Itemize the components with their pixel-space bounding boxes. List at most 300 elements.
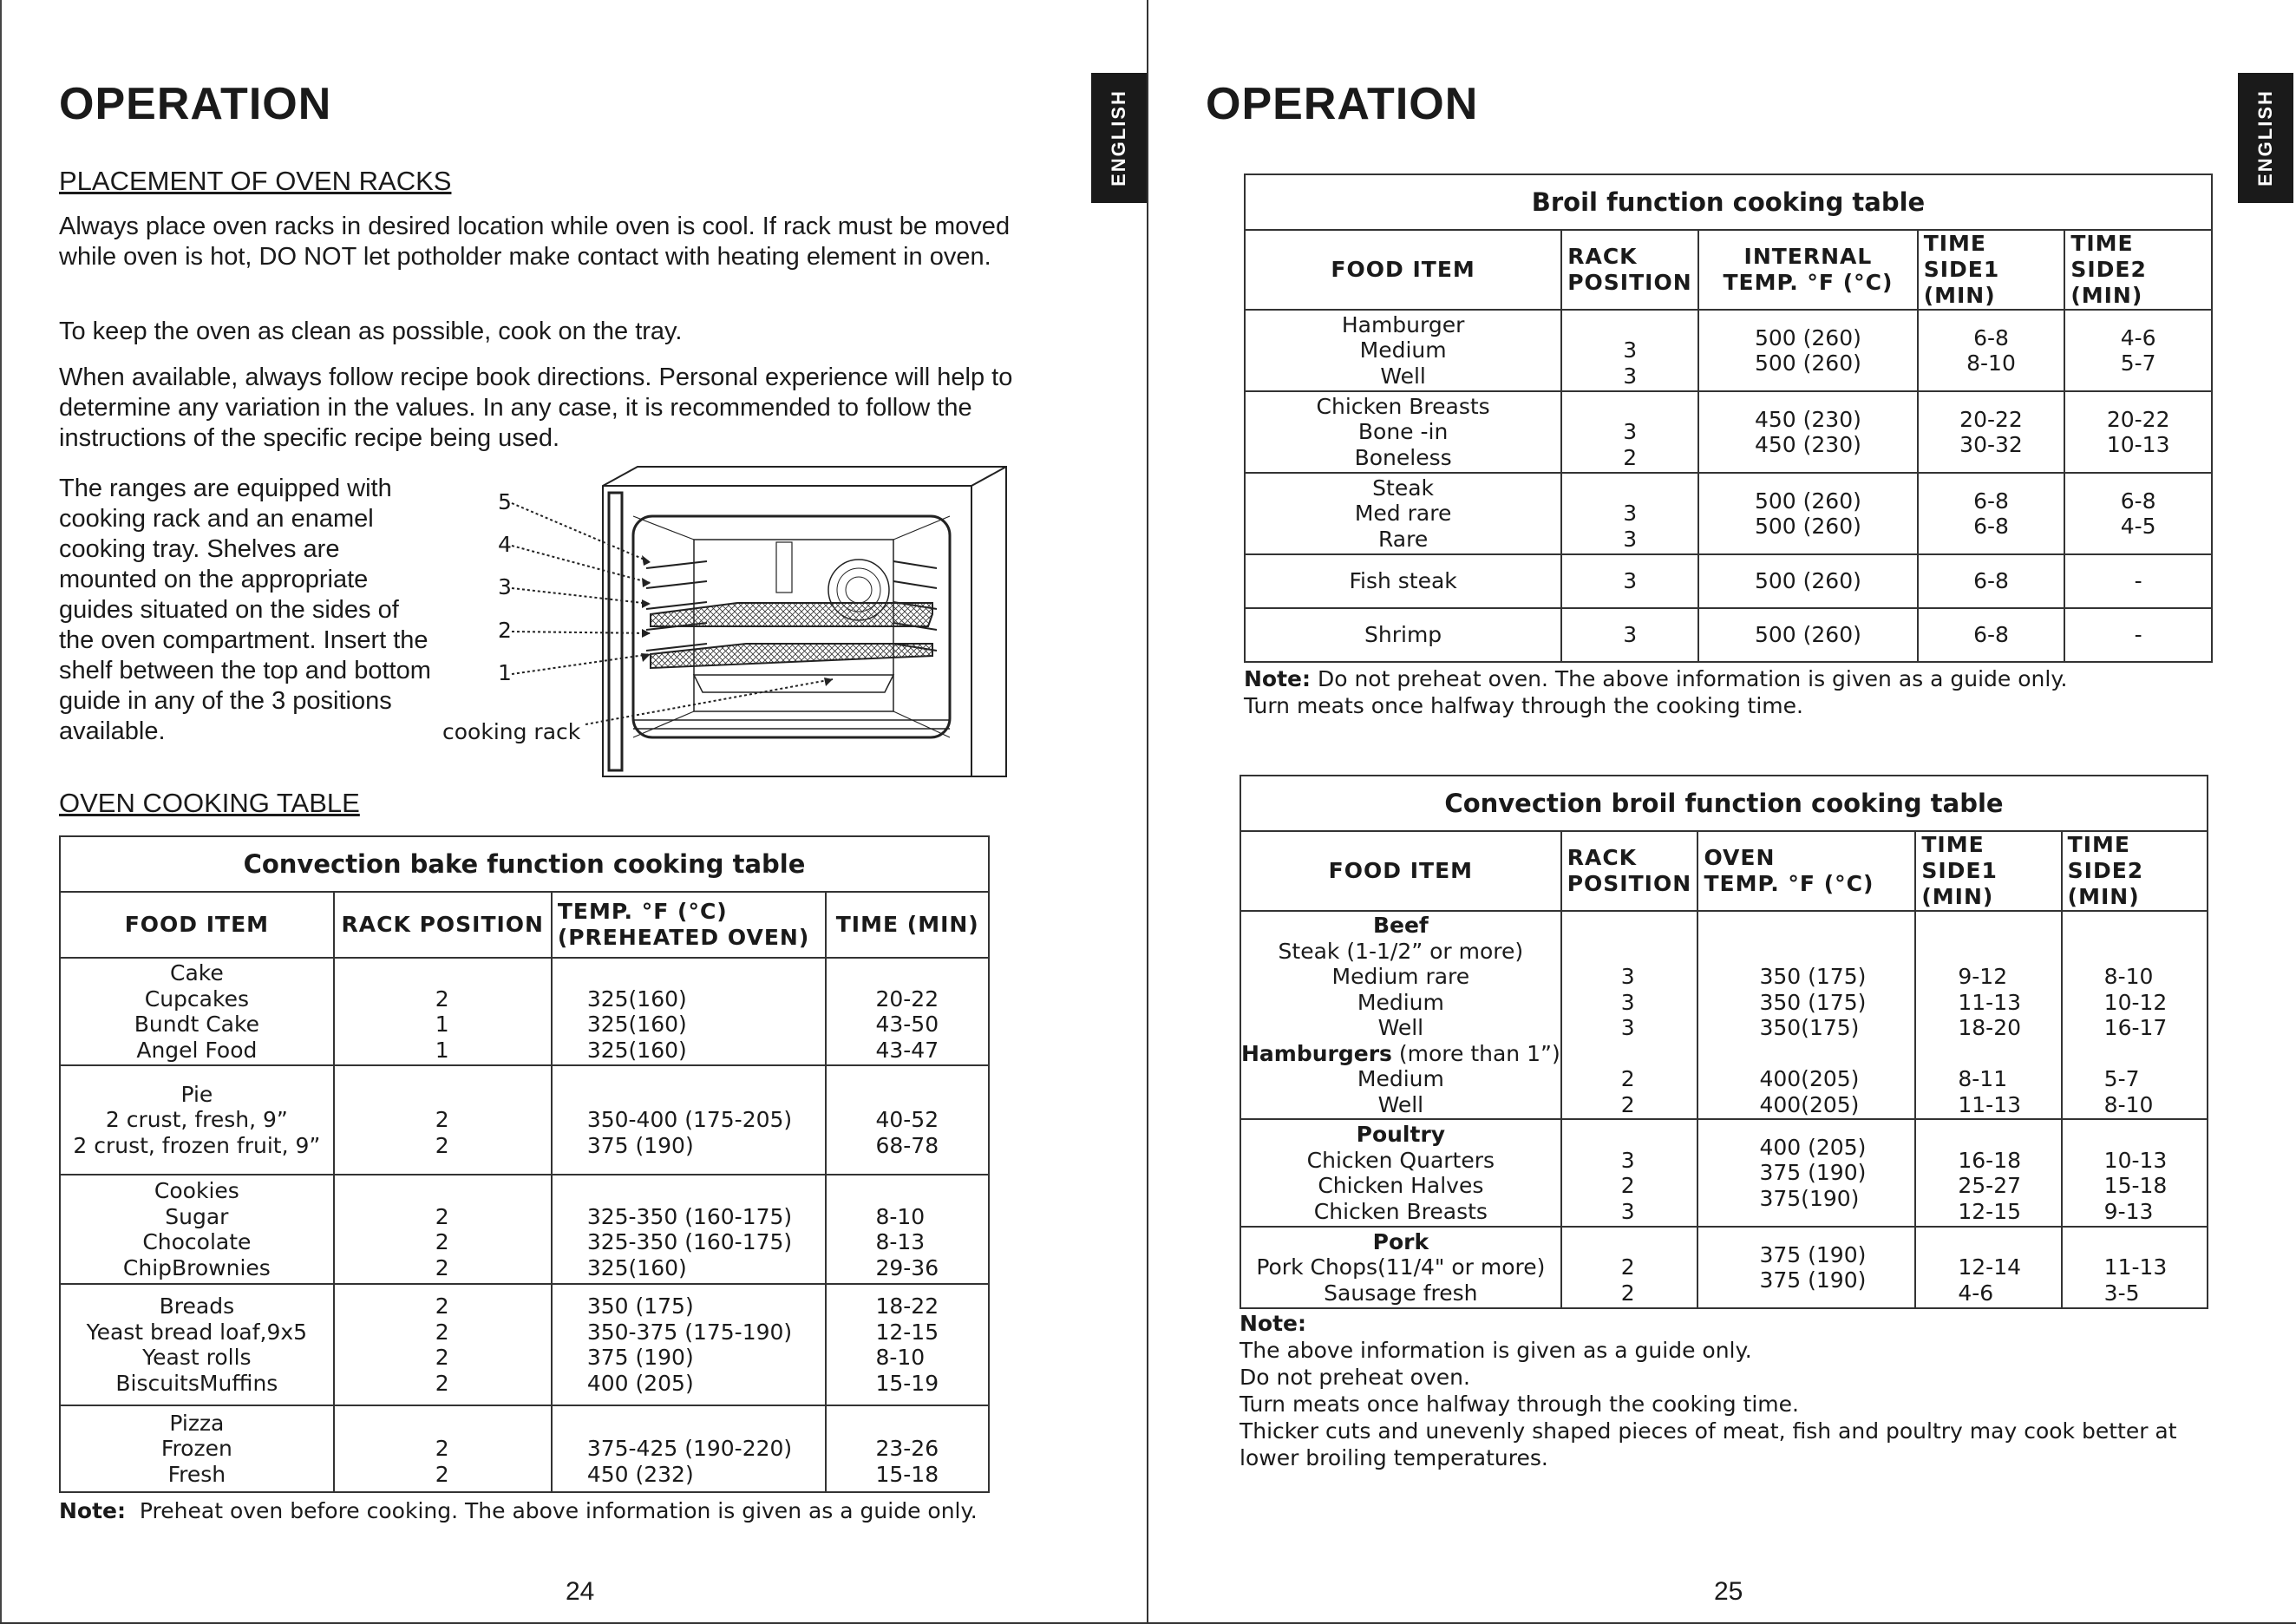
cell-line: 43-47 xyxy=(875,1037,939,1063)
cell-line: 29-36 xyxy=(875,1254,939,1280)
cell-line: Fish steak xyxy=(1349,568,1457,594)
cell-line: Pork xyxy=(1372,1228,1429,1254)
paragraph-recipe-directions: When available, always follow recipe book directions. Personal experience will help to determine any variation in the values. In any case, it is recommended to follow the instructions of the specific recipe being used. xyxy=(59,363,1013,452)
table-cell xyxy=(1561,554,1698,608)
column-header xyxy=(1561,230,1698,310)
cell-line: 325(160) xyxy=(586,1037,687,1063)
column-header xyxy=(1698,230,1918,310)
cell-line xyxy=(1759,913,1914,939)
cell-line: 2 xyxy=(435,1345,449,1370)
cell-line xyxy=(2104,1041,2207,1067)
column-header-line: TIME SIDE1 xyxy=(1923,231,2000,282)
cell-line: 325(160) xyxy=(586,1012,687,1037)
table-cell xyxy=(1561,473,1698,554)
table-cell xyxy=(2062,911,2208,1119)
cell-line: Bone -in xyxy=(1357,419,1449,445)
cell-line: Cupcakes xyxy=(144,986,249,1012)
broil-note xyxy=(1244,665,2068,719)
table-cell xyxy=(334,1405,552,1492)
table-cell xyxy=(2064,391,2212,473)
cell-line: 30-32 xyxy=(1959,432,2023,457)
cell-line: Chocolate xyxy=(142,1229,252,1254)
cell-line: Beef xyxy=(1372,913,1429,938)
table-cell xyxy=(1918,473,2065,554)
cell-line: 40-52 xyxy=(875,1107,939,1133)
cell-line: Chicken Breasts xyxy=(1316,393,1490,419)
table-cell xyxy=(1561,391,1698,473)
table-cell xyxy=(2062,1119,2208,1227)
cell-line xyxy=(2104,913,2207,939)
cell-line: Med rare xyxy=(1354,501,1452,527)
cell-line: 10-13 xyxy=(2106,432,2170,457)
table-caption: Convection bake function cooking table xyxy=(60,836,989,892)
cell-line: 11-13 xyxy=(1958,989,2022,1015)
cell-line: 12-14 xyxy=(1958,1254,2022,1280)
rack-number-2: 2 xyxy=(498,618,512,643)
cell-line: 2 crust, fresh, 9” xyxy=(105,1107,288,1133)
column-header-line: (MIN) xyxy=(2067,884,2140,909)
column-header-line: RACK POSITION xyxy=(341,912,544,937)
column-header-line: TEMP. °F (°C) xyxy=(1704,871,1874,896)
cell-line: 2 xyxy=(1620,1066,1635,1091)
cell-line: - xyxy=(2134,622,2142,648)
table-row xyxy=(1240,911,2208,1119)
cell-line xyxy=(875,1082,988,1108)
column-header-line: OVEN xyxy=(1704,845,1776,870)
cell-line: Medium xyxy=(1359,337,1447,363)
cell-line xyxy=(587,1178,826,1204)
upper-rack xyxy=(651,603,932,626)
cell-line: 8-10 xyxy=(875,1203,926,1229)
cell-line: 11-13 xyxy=(1958,1091,2022,1117)
table-cell xyxy=(1245,608,1561,662)
cell-line xyxy=(1958,1122,2060,1148)
language-tab-label: ENGLISH xyxy=(1108,89,1129,187)
table-cell xyxy=(1245,391,1561,473)
cell-line: 4-5 xyxy=(2120,514,2156,539)
cell-line: 6-8 xyxy=(1973,324,2009,350)
cell-line xyxy=(2104,1229,2207,1255)
cell-line: 400(205) xyxy=(1759,1066,1860,1091)
table-cell xyxy=(552,1405,827,1492)
column-header-line: RACK xyxy=(1567,845,1638,870)
column-header-line: (PREHEATED OVEN) xyxy=(557,925,810,950)
cell-line: Well xyxy=(1377,1015,1424,1040)
table-cell xyxy=(2062,1227,2208,1308)
cell-line: 375-425 (190-220) xyxy=(586,1436,793,1462)
column-header-line: TIME SIDE1 xyxy=(1921,832,1998,883)
cell-line: 400 (205) xyxy=(1759,1134,1867,1160)
cell-line xyxy=(875,1411,988,1437)
cell-line: 8-10 xyxy=(875,1345,926,1370)
column-header-line: (MIN) xyxy=(1921,884,1994,909)
rack-number-5: 5 xyxy=(498,489,512,514)
door-hinge-edge xyxy=(609,493,622,770)
cell-line: 2 xyxy=(435,1203,449,1229)
cell-line: Hamburger xyxy=(1341,311,1465,337)
table-cell xyxy=(552,1065,827,1175)
cell-line: Yeast bread loaf,9x5 xyxy=(86,1319,308,1345)
table-cell xyxy=(1698,554,1918,608)
column-header-line: TIME SIDE2 xyxy=(2067,832,2144,883)
cell-line: 450 (230) xyxy=(1754,432,1861,457)
table-cell xyxy=(1698,310,1918,391)
cell-line xyxy=(875,1178,988,1204)
cell-line: 2 xyxy=(435,1436,449,1462)
rack-number-4: 4 xyxy=(498,532,512,557)
table-row xyxy=(1240,1227,2208,1308)
table-cell xyxy=(334,1065,552,1175)
cell-line: Pizza xyxy=(169,1410,225,1436)
page-spine-divider xyxy=(1147,0,1148,1624)
table-caption: Convection broil function cooking table xyxy=(1240,776,2208,831)
column-header-line: TEMP. °F (°C) xyxy=(1723,270,1894,295)
cell-line xyxy=(587,1082,826,1108)
cell-line: BiscuitsMuffins xyxy=(115,1370,278,1396)
table-cell xyxy=(1245,310,1561,391)
cell-line: Well xyxy=(1377,1091,1424,1117)
cell-line: - xyxy=(2134,568,2142,594)
paragraph-rack-description: The ranges are equipped with cooking rack and an enamel cooking tray. Shelves are mounted on the appropriate guides situated on the sides of the oven compartment. Insert the shelf between the top and bottom guide in any of the 3 positions available. xyxy=(59,475,431,745)
cell-line: 350(175) xyxy=(1759,1015,1860,1040)
table-cell xyxy=(334,958,552,1065)
table-row xyxy=(60,1175,989,1284)
table-cell xyxy=(826,1065,989,1175)
table-cell xyxy=(60,1065,334,1175)
rack-number-1: 1 xyxy=(498,660,512,685)
table-cell xyxy=(1697,911,1915,1119)
cell-line: 18-22 xyxy=(875,1293,939,1319)
leader-line-2 xyxy=(512,632,651,633)
column-header xyxy=(1561,831,1698,911)
cell-line: 20-22 xyxy=(2106,406,2170,432)
table-caption: Broil function cooking table xyxy=(1245,174,2212,230)
column-header-line: FOOD ITEM xyxy=(124,912,270,937)
cell-line: 4-6 xyxy=(2120,324,2156,350)
table-cell xyxy=(1698,391,1918,473)
table-cell xyxy=(1915,1227,2061,1308)
page-title-right: OPERATION xyxy=(1206,79,1479,129)
cell-line: Pie xyxy=(180,1081,213,1107)
cell-line: 2 xyxy=(435,1293,449,1319)
note-line: Thicker cuts and unevenly shaped pieces of meat, fish and poultry may cook better at lower broiling temperatures. xyxy=(1240,1418,2177,1470)
cell-line: 9-12 xyxy=(1958,964,2008,989)
table-cell xyxy=(1561,608,1698,662)
cell-line: 23-26 xyxy=(875,1436,939,1462)
cell-line: 3 xyxy=(1623,526,1638,552)
cell-line: 3 xyxy=(1623,419,1638,445)
cell-line: 2 xyxy=(435,1370,449,1396)
cell-line: 500 (260) xyxy=(1754,514,1861,539)
table-cell xyxy=(60,958,334,1065)
cell-line: 375 (190) xyxy=(586,1345,694,1370)
table-cell xyxy=(1915,911,2061,1119)
cell-line: 8-11 xyxy=(1958,1066,2008,1091)
section-heading-rack-placement: PLACEMENT OF OVEN RACKS xyxy=(59,166,452,196)
cell-line: 500 (260) xyxy=(1754,488,1861,514)
table-cell xyxy=(60,1175,334,1284)
cell-line: 3 xyxy=(1620,964,1635,989)
table-cell xyxy=(60,1405,334,1492)
table-cell xyxy=(1918,391,2065,473)
cell-line: 500 (260) xyxy=(1754,622,1861,648)
rack-number-3: 3 xyxy=(498,574,512,599)
cell-line xyxy=(1621,1229,1697,1255)
cell-line: 325-350 (160-175) xyxy=(586,1203,793,1229)
convection-bake-table xyxy=(59,835,990,1493)
table-cell xyxy=(826,1405,989,1492)
table-cell xyxy=(1918,608,2065,662)
cell-line: Poultry xyxy=(1356,1122,1446,1147)
cell-line xyxy=(587,960,826,986)
cell-line: 6-8 xyxy=(1973,488,2009,514)
note-line: The above information is given as a guide only. xyxy=(1240,1338,1752,1363)
cell-line: 400(205) xyxy=(1759,1091,1860,1117)
cell-line: 15-18 xyxy=(875,1461,939,1487)
table-cell xyxy=(60,1284,334,1405)
page-left-edge xyxy=(0,0,2,1624)
page-number-right: 25 xyxy=(1714,1577,1743,1606)
cell-line xyxy=(1562,475,1697,501)
cell-line: 2 xyxy=(435,1107,449,1133)
language-tab-label: ENGLISH xyxy=(2254,89,2276,187)
cell-line: 3 xyxy=(1620,989,1635,1015)
cell-line: 1 xyxy=(435,1012,449,1037)
table-row xyxy=(1240,1119,2208,1227)
table-cell xyxy=(1245,554,1561,608)
cell-line: Hamburgers (more than 1”) xyxy=(1241,1040,1560,1066)
cell-line: Chicken Breasts xyxy=(1313,1198,1488,1224)
cell-line: Rare xyxy=(1377,526,1429,552)
cell-line: 500 (260) xyxy=(1754,568,1861,594)
cell-line: 2 xyxy=(1623,444,1638,470)
cell-line: 325(160) xyxy=(586,1254,687,1280)
cell-line: 3 xyxy=(1623,622,1638,648)
cell-line: Pork Chops(11/4" or more) xyxy=(1256,1254,1546,1280)
cell-line: 16-17 xyxy=(2103,1015,2168,1040)
table-row xyxy=(1245,310,2212,391)
note-label: Note: xyxy=(1244,666,1312,691)
table-cell xyxy=(1698,473,1918,554)
paragraph-rack-safety: Always place oven racks in desired location while oven is cool. If rack must be moved while oven is hot, DO NOT let potholder make contact with heating element in oven. xyxy=(59,213,1011,271)
column-header xyxy=(334,892,552,958)
note-line: Turn meats once halfway through the cooking time. xyxy=(1244,693,1803,718)
cell-line: 3 xyxy=(1623,568,1638,594)
table-row xyxy=(60,1405,989,1492)
cell-line: 2 xyxy=(1620,1280,1635,1306)
cell-line xyxy=(435,1178,551,1204)
cell-line: 3 xyxy=(1620,1198,1635,1224)
cell-line: Cake xyxy=(169,960,224,986)
cell-line: 8-10 xyxy=(1966,350,2016,376)
cell-line: Breads xyxy=(159,1293,235,1319)
cell-line: Shrimp xyxy=(1364,622,1442,648)
cell-line: 15-19 xyxy=(875,1370,939,1396)
cell-line: 375 (190) xyxy=(586,1132,694,1158)
column-header xyxy=(1918,230,2065,310)
cell-line: 350-400 (175-205) xyxy=(586,1107,793,1133)
cell-line: Boneless xyxy=(1354,444,1452,470)
note-text: Preheat oven before cooking. The above information is given as a guide only. xyxy=(139,1498,978,1523)
cell-line: 325(160) xyxy=(586,986,687,1012)
column-header-line: (MIN) xyxy=(2070,283,2143,308)
cell-line xyxy=(587,1411,826,1437)
cell-line: 450 (230) xyxy=(1754,406,1861,432)
cell-line: 16-18 xyxy=(1958,1147,2022,1173)
column-header-line: (MIN) xyxy=(1923,283,1996,308)
cell-line: 8-10 xyxy=(2103,964,2154,989)
column-header-line: FOOD ITEM xyxy=(1331,257,1475,282)
cell-line: 2 xyxy=(435,1132,449,1158)
table-row xyxy=(60,1284,989,1405)
note-label: Note: xyxy=(59,1498,127,1523)
table-cell xyxy=(826,1284,989,1405)
cell-line: 5-7 xyxy=(2120,350,2156,376)
cell-line: 3 xyxy=(1623,501,1638,527)
table-row xyxy=(1245,473,2212,554)
cell-line: 43-50 xyxy=(875,1012,939,1037)
table-cell xyxy=(1698,608,1918,662)
cell-line xyxy=(875,960,988,986)
table-cell xyxy=(1240,1119,1561,1227)
column-header xyxy=(552,892,827,958)
cell-line xyxy=(1562,394,1697,420)
cell-line: 6-8 xyxy=(1973,622,2009,648)
cell-line: 325-350 (160-175) xyxy=(586,1229,793,1254)
column-header-line: RACK xyxy=(1567,244,1638,269)
cell-line: 3 xyxy=(1623,337,1638,363)
table-cell xyxy=(2064,473,2212,554)
cell-line: 375 (190) xyxy=(1759,1160,1867,1186)
cell-line: 2 crust, frozen fruit, 9” xyxy=(73,1132,321,1158)
convection-broil-note xyxy=(1240,1310,2237,1471)
table-cell xyxy=(1918,554,2065,608)
cell-line: 375 (190) xyxy=(1759,1241,1867,1267)
cell-line: 20-22 xyxy=(875,986,939,1012)
cell-line: 500 (260) xyxy=(1754,324,1861,350)
convection-bake-note xyxy=(59,1497,978,1524)
enamel-tray xyxy=(694,675,893,692)
cell-line: 3 xyxy=(1620,1147,1635,1173)
table-cell xyxy=(1561,1119,1698,1227)
table-cell xyxy=(1561,911,1698,1119)
cell-line: Sugar xyxy=(165,1203,229,1229)
table-cell xyxy=(2064,554,2212,608)
cell-line xyxy=(2104,939,2207,965)
section-heading-oven-cooking-table: OVEN COOKING TABLE xyxy=(59,788,360,818)
cell-line: Cookies xyxy=(154,1178,239,1203)
cell-line: Yeast rolls xyxy=(142,1345,252,1370)
cell-line xyxy=(2104,1122,2207,1148)
cell-line: 400 (205) xyxy=(586,1370,694,1396)
cell-line: 12-15 xyxy=(1958,1198,2022,1224)
table-row xyxy=(60,958,989,1065)
cell-line: 350 (175) xyxy=(586,1293,694,1319)
cell-line: 8-13 xyxy=(875,1229,926,1254)
cell-line: 350 (175) xyxy=(1759,964,1867,989)
cell-line: 5-7 xyxy=(2103,1066,2140,1091)
cell-line: 12-15 xyxy=(875,1319,939,1345)
cell-line: Fresh xyxy=(167,1461,226,1487)
table-cell xyxy=(2064,608,2212,662)
convection-broil-table xyxy=(1240,775,2208,1309)
table-cell xyxy=(1240,1227,1561,1308)
note-line: Do not preheat oven. The above information is given as a guide only. xyxy=(1317,666,2068,691)
cell-line xyxy=(1621,1041,1697,1067)
cell-line: Medium xyxy=(1357,1066,1444,1091)
column-header xyxy=(1240,831,1561,911)
cell-line: 6-8 xyxy=(1973,514,2009,539)
cell-line: 2 xyxy=(1620,1091,1635,1117)
table-cell xyxy=(1915,1119,2061,1227)
cell-line: 10-13 xyxy=(2103,1147,2168,1173)
table-cell xyxy=(334,1175,552,1284)
page-title-left: OPERATION xyxy=(59,79,332,129)
cell-line: 11-13 xyxy=(2103,1254,2168,1280)
cell-line: 350-375 (175-190) xyxy=(586,1319,793,1345)
cell-line: 450 (232) xyxy=(586,1461,694,1487)
cell-line: 15-18 xyxy=(2103,1173,2168,1198)
cell-line xyxy=(1958,1229,2060,1255)
cell-line xyxy=(1621,1122,1697,1148)
cell-line: 9-13 xyxy=(2103,1198,2154,1224)
cell-line: 375(190) xyxy=(1759,1185,1860,1211)
cell-line xyxy=(1958,1041,2060,1067)
cell-line: 68-78 xyxy=(875,1132,939,1158)
cell-line: 2 xyxy=(435,986,449,1012)
cell-line: 3 xyxy=(1620,1015,1635,1040)
table-cell xyxy=(1561,1227,1698,1308)
language-tab-right xyxy=(2238,73,2293,203)
table-cell xyxy=(826,1175,989,1284)
cell-line: Bundt Cake xyxy=(134,1012,259,1037)
table-cell xyxy=(1918,310,2065,391)
cell-line: Medium xyxy=(1357,989,1444,1015)
column-header xyxy=(1915,831,2061,911)
cell-line: 1 xyxy=(435,1037,449,1063)
table-cell xyxy=(552,958,827,1065)
cell-line: 350 (175) xyxy=(1759,989,1867,1015)
table-cell xyxy=(1245,473,1561,554)
table-cell xyxy=(826,958,989,1065)
language-tab-left xyxy=(1091,73,1147,203)
column-header-line: POSITION xyxy=(1567,270,1692,295)
note-line: Do not preheat oven. xyxy=(1240,1365,1470,1390)
cell-line: Well xyxy=(1380,363,1426,389)
cell-line xyxy=(1562,312,1697,338)
column-header xyxy=(60,892,334,958)
table-row xyxy=(1245,554,2212,608)
cell-line: 10-12 xyxy=(2103,989,2168,1015)
cell-line xyxy=(435,1411,551,1437)
cell-line: 2 xyxy=(1620,1254,1635,1280)
table-cell xyxy=(2064,310,2212,391)
cell-line: ChipBrownies xyxy=(122,1254,271,1280)
cell-line xyxy=(1759,939,1914,965)
cell-line: Sausage fresh xyxy=(1324,1280,1478,1306)
cell-line: 18-20 xyxy=(1958,1015,2022,1040)
column-header xyxy=(826,892,989,958)
column-header-line: POSITION xyxy=(1567,871,1692,896)
column-header xyxy=(1245,230,1561,310)
table-cell xyxy=(1240,911,1561,1119)
table-cell xyxy=(1697,1227,1915,1308)
cell-line: 4-6 xyxy=(1958,1280,1994,1306)
cell-line: 3 xyxy=(1623,363,1638,389)
page-number-left: 24 xyxy=(566,1577,595,1606)
column-header-line: INTERNAL xyxy=(1743,244,1873,269)
cell-line: Medium rare xyxy=(1331,964,1470,989)
